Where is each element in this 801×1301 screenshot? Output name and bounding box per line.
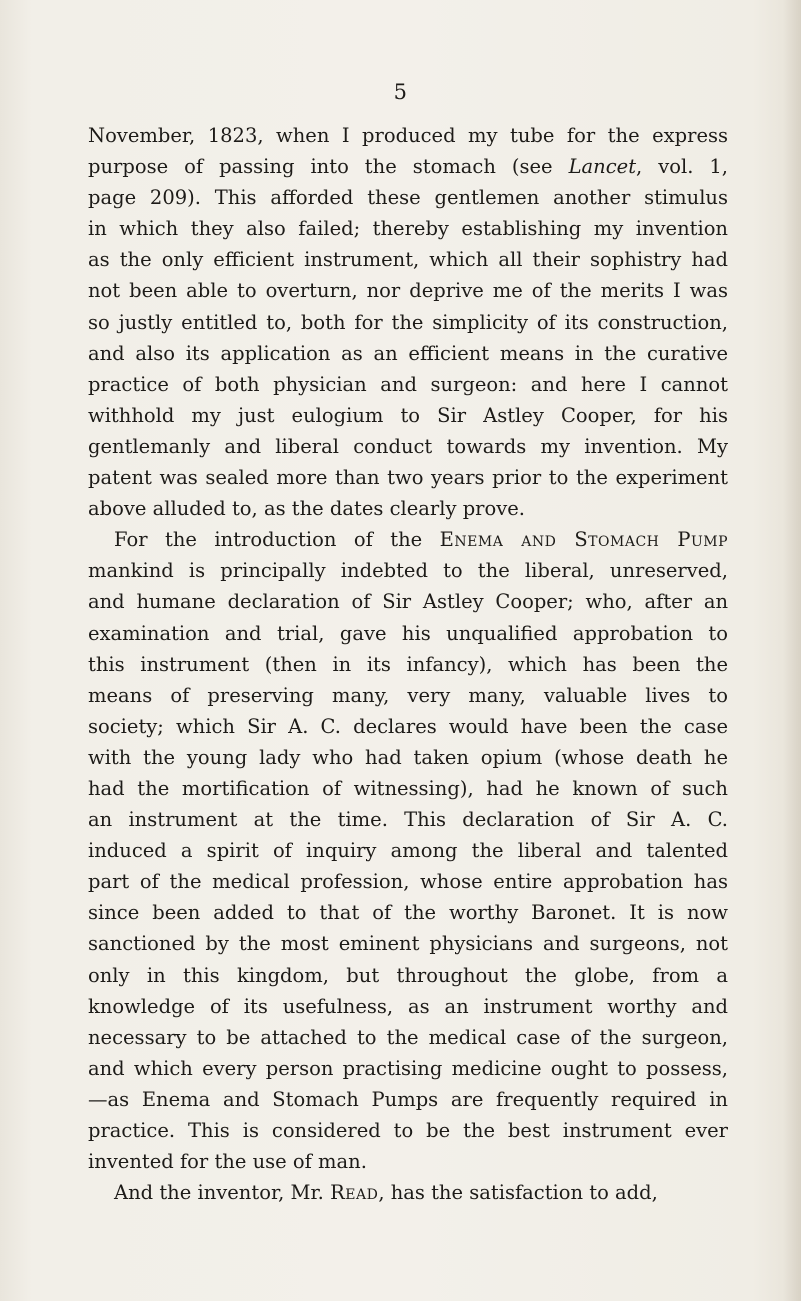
text-line: part of the medical profession, whose entire approbation has: [88, 870, 728, 894]
text-line: means of preserving many, very many, valuable lives to: [88, 683, 728, 707]
text-line: practice. This is considered to be the best instrument ever: [88, 1119, 728, 1142]
body-text: [88, 120, 728, 1208]
text-line: mankind is principally indebted to the liberal, unreserved,: [88, 559, 728, 583]
text-line: practice of both physician and surgeon: and here I cannot: [88, 372, 728, 396]
page-number: 5: [393, 80, 408, 104]
text-line: and humane declaration of Sir Astley Cooper; who, after an: [88, 590, 728, 614]
text-segment: For the introduction of the: [114, 528, 440, 552]
text-line: November, 1823, when I produced my tube for the express: [88, 124, 728, 147]
text-line: patent was sealed more than two years prior to the experiment: [88, 466, 728, 490]
text-line: as the only efficient instrument, which all their sophistry had: [88, 248, 728, 272]
text-segment: , has the satisfaction to add,: [378, 1181, 658, 1205]
text-line: with the young lady who had taken opium (whose death he: [88, 745, 728, 769]
text-line: [88, 524, 728, 555]
text-line: examination and trial, gave his unqualified approbation to: [88, 621, 728, 645]
inventor-name: Read: [330, 1181, 379, 1205]
text-line: induced a spirit of inquiry among the liberal and talented: [88, 839, 728, 863]
text-line: and which every person practising medicine ought to possess,: [88, 1056, 728, 1080]
text-line: sanctioned by the most eminent physicians and surgeons, not: [88, 932, 728, 956]
text-line: [88, 151, 728, 182]
text-line: gentlemanly and liberal conduct towards my invention. My: [88, 434, 728, 458]
text-line: not been able to overturn, nor deprive me of the merits I was: [88, 279, 728, 303]
text-line: —as Enema and Stomach Pumps are frequently required in: [88, 1087, 728, 1111]
text-line: in which they also failed; thereby establishing my invention: [88, 217, 728, 241]
text-line: and also its application as an efficient means in the curative: [88, 341, 728, 365]
text-line: had the mortification of witnessing), had he known of such: [88, 776, 728, 800]
text-line: necessary to be attached to the medical case of the surgeon,: [88, 1025, 728, 1049]
text-line: only in this kingdom, but throughout the globe, from a: [88, 963, 728, 987]
enema-pump-heading: Enema and Stomach Pump: [439, 528, 728, 552]
text-line: society; which Sir A. C. declares would have been the case: [88, 714, 728, 738]
text-line: [88, 1177, 728, 1208]
page-edge-shadow: [783, 0, 801, 1301]
text-line: an instrument at the time. This declaration of Sir A. C.: [88, 808, 728, 832]
text-line: since been added to that of the worthy Baronet. It is now: [88, 901, 728, 925]
text-line: so justly entitled to, both for the simplicity of its construction,: [88, 310, 728, 334]
lancet-citation: Lancet: [568, 155, 637, 179]
text-segment: And the inventor, Mr.: [114, 1181, 331, 1205]
text-line: withhold my just eulogium to Sir Astley Cooper, for his: [88, 403, 728, 427]
text-line: page 209). This afforded these gentlemen another stimulus: [88, 186, 728, 210]
text-segment: purpose of passing into the stomach (see: [88, 155, 569, 179]
text-line: this instrument (then in its infancy), which has been the: [88, 652, 728, 676]
text-line: invented for the use of man.: [88, 1150, 367, 1174]
text-segment: , vol. 1,: [636, 155, 728, 179]
text-line: above alluded to, as the dates clearly prove.: [88, 497, 525, 521]
text-line: knowledge of its usefulness, as an instrument worthy and: [88, 994, 728, 1018]
